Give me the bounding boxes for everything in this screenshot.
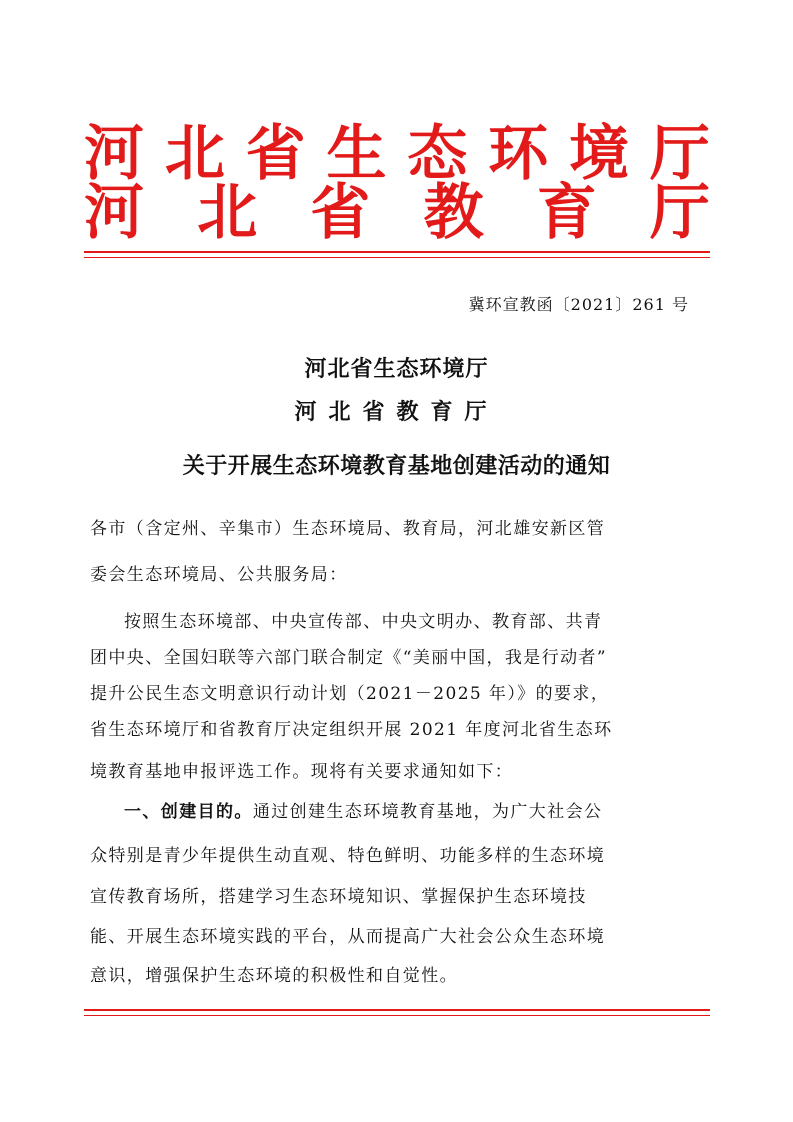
notice-title-line-2: 河北省教育厅 — [294, 399, 499, 425]
issuer-char: 北 — [164, 119, 225, 189]
issuer-char: 境 — [569, 119, 630, 189]
body-text-line: 团中央、全国妇联等六部门联合制定《“美丽中国，我是行动者” — [90, 648, 607, 668]
issuer-char: 生 — [326, 119, 387, 189]
issuer-char: 育 — [536, 178, 597, 248]
issuer-char: 教 — [423, 178, 484, 248]
body-text-line: 众特别是青少年提供生动直观、特色鲜明、功能多样的生态环境 — [90, 846, 606, 866]
footer-red-rule-thin — [84, 1015, 710, 1016]
issuer-name-line-2 — [84, 178, 710, 248]
body-text: 通过创建生态环境教育基地，为广大社会公 — [252, 802, 603, 822]
body-text-line: 境教育基地申报评选工作。现将有关要求通知如下： — [90, 762, 514, 782]
issuer-char: 北 — [197, 178, 258, 248]
issuer-char: 厅 — [649, 119, 710, 189]
addressee-line: 委会生态环境局、公共服务局： — [90, 565, 348, 585]
addressee-line: 各市（含定州、辛集市）生态环境局、教育局，河北雄安新区管 — [90, 519, 606, 539]
section-one-first-line — [124, 800, 704, 824]
issuer-char: 省 — [245, 119, 306, 189]
footer-red-rule-thick — [84, 1009, 710, 1011]
body-text-line: 省生态环境厅和省教育厅决定组织开展 2021 年度河北省生态环 — [90, 720, 613, 740]
issuer-char: 河 — [84, 119, 144, 189]
document-number: 冀环宣教函〔2021〕261 号 — [468, 295, 689, 314]
issuer-char: 环 — [488, 119, 549, 189]
issuer-char: 厅 — [649, 178, 710, 248]
body-text-line: 提升公民生态文明意识行动计划（2021－2025 年）》的要求， — [90, 684, 610, 704]
header-red-rule-thin — [84, 257, 710, 258]
body-text-line: 能、开展生态环境实践的平台，从而提高广大社会公众生态环境 — [90, 927, 606, 947]
issuer-char: 河 — [84, 178, 144, 248]
issuer-char: 省 — [310, 178, 371, 248]
body-text-line: 意识，增强保护生态环境的积极性和自觉性。 — [90, 966, 458, 986]
issuer-name-line-1 — [84, 119, 710, 189]
notice-title-line-3: 关于开展生态环境教育基地创建活动的通知 — [182, 453, 611, 479]
section-heading: 一、创建目的。 — [124, 802, 253, 822]
body-text-line: 宣传教育场所，搭建学习生态环境知识、掌握保护生态环境技 — [90, 887, 587, 907]
body-text-line: 按照生态环境部、中央宣传部、中央文明办、教育部、共青 — [124, 612, 603, 632]
notice-title-line-1: 河北省生态环境厅 — [304, 356, 489, 382]
header-red-rule-thick — [84, 251, 710, 253]
issuer-char: 态 — [407, 119, 468, 189]
